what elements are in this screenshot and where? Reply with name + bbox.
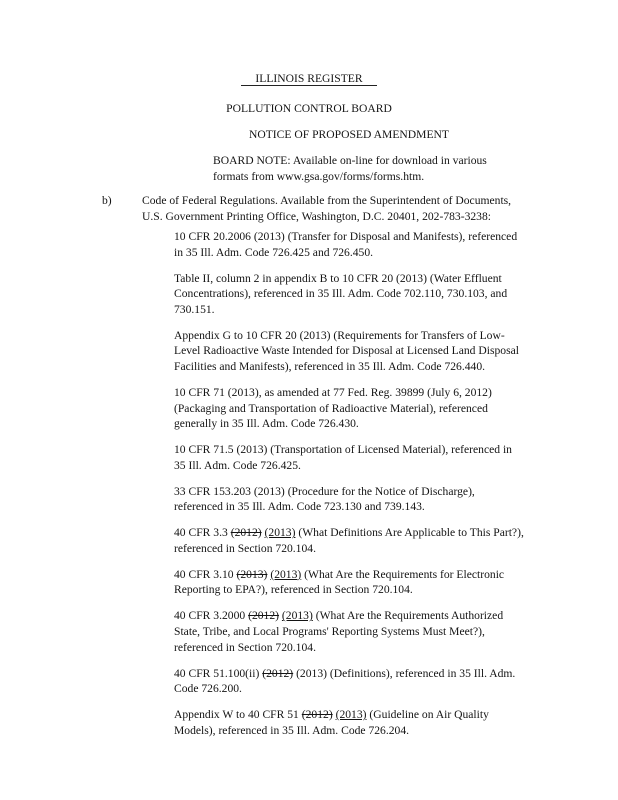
reference-text: (What Are the Requirements for Electronic Reporting to EPA?), referenced in Section 720.104. xyxy=(174,567,505,597)
deleted-text: (2012) xyxy=(262,666,294,680)
reference-text: 40 CFR 51.100(ii) xyxy=(174,666,263,680)
reference-text: (What Definitions Are Applicable to This Part?), referenced in Section 720.104. xyxy=(174,526,524,555)
inserted-text: (2013) xyxy=(264,526,296,540)
reference-text: 40 CFR 3.10 xyxy=(174,567,237,581)
deleted-text: (2012) xyxy=(248,609,280,623)
reference-text: Appendix W to 40 CFR 51 xyxy=(174,708,302,722)
reference-item xyxy=(174,608,526,655)
reference-text: 10 CFR 71.5 (2013) (Transportation of Licensed Material), referenced in 35 Ill. Adm. Code 726.425. xyxy=(174,443,512,472)
reference-text: Table II, column 2 in appendix B to 10 CFR 20 (2013) (Water Effluent Concentrations), referenced in 35 Ill. Adm. Code 702.110, 730.103, and 730.151. xyxy=(174,271,508,316)
reference-list xyxy=(174,229,526,749)
notice-title: NOTICE OF PROPOSED AMENDMENT xyxy=(248,128,449,141)
inserted-text: (2013) xyxy=(335,708,367,722)
reference-text: 33 CFR 153.203 (2013) (Procedure for the Notice of Discharge), referenced in 35 Ill. Adm. Code 723.130 and 739.143. xyxy=(174,484,475,514)
reference-text: (What Are the Requirements Authorized State, Tribe, and Local Programs' Reporting Systems Must Meet?), referenced in Section 720.104. xyxy=(174,609,504,654)
reference-text: Appendix G to 10 CFR 20 (2013) (Requirements for Transfers of Low-Level Radioactive Waste Intended for Disposal at Licensed Land Disposal Facilities and Manifests), referenced in 35 Ill. Adm. Code 726.440. xyxy=(174,328,519,373)
reference-item xyxy=(174,271,526,318)
register-header xyxy=(0,71,618,87)
reference-item xyxy=(174,525,526,556)
inserted-text: (2013) xyxy=(281,609,313,623)
section-intro: Code of Federal Regulations. Available from the Superintendent of Documents, U.S. Government Printing Office, Washington, D.C. 20401, 202-783-3238: xyxy=(142,194,512,223)
reference-text: 40 CFR 3.2000 xyxy=(174,609,249,623)
reference-item xyxy=(174,484,526,515)
board-name: POLLUTION CONTROL BOARD xyxy=(226,102,392,115)
reference-text: (2013) (Definitions), referenced in 35 Ill. Adm. Code 726.200. xyxy=(174,666,516,696)
deleted-text: (2013) xyxy=(236,567,268,581)
reference-text: 40 CFR 3.3 xyxy=(174,526,231,540)
deleted-text: (2012) xyxy=(230,526,262,540)
reference-text: 10 CFR 20.2006 (2013) (Transfer for Disposal and Manifests), referenced in 35 Ill. Adm. Code 726.425 and 726.450. xyxy=(174,230,518,259)
deleted-text: (2012) xyxy=(301,708,333,722)
reference-text: (Guideline on Air Quality Models), referenced in 35 Ill. Adm. Code 726.204. xyxy=(174,708,489,737)
inserted-text: (2013) xyxy=(270,567,302,581)
reference-item xyxy=(174,385,526,432)
section-marker: b) xyxy=(102,194,112,207)
register-title: ILLINOIS REGISTER xyxy=(241,72,376,86)
reference-item xyxy=(174,707,526,738)
reference-text: 10 CFR 71 (2013), as amended at 77 Fed. Reg. 39899 (July 6, 2012) (Packaging and Transportation of Radioactive Material), referenced generally in 35 Ill. Adm. Code 726.430. xyxy=(174,385,492,431)
reference-item xyxy=(174,229,526,260)
board-note: BOARD NOTE: Available on-line for download in various formats from www.gsa.gov/forms/forms.htm. xyxy=(213,154,487,183)
reference-item xyxy=(174,567,526,598)
reference-item xyxy=(174,666,526,697)
reference-item xyxy=(174,328,526,375)
reference-item xyxy=(174,442,526,473)
